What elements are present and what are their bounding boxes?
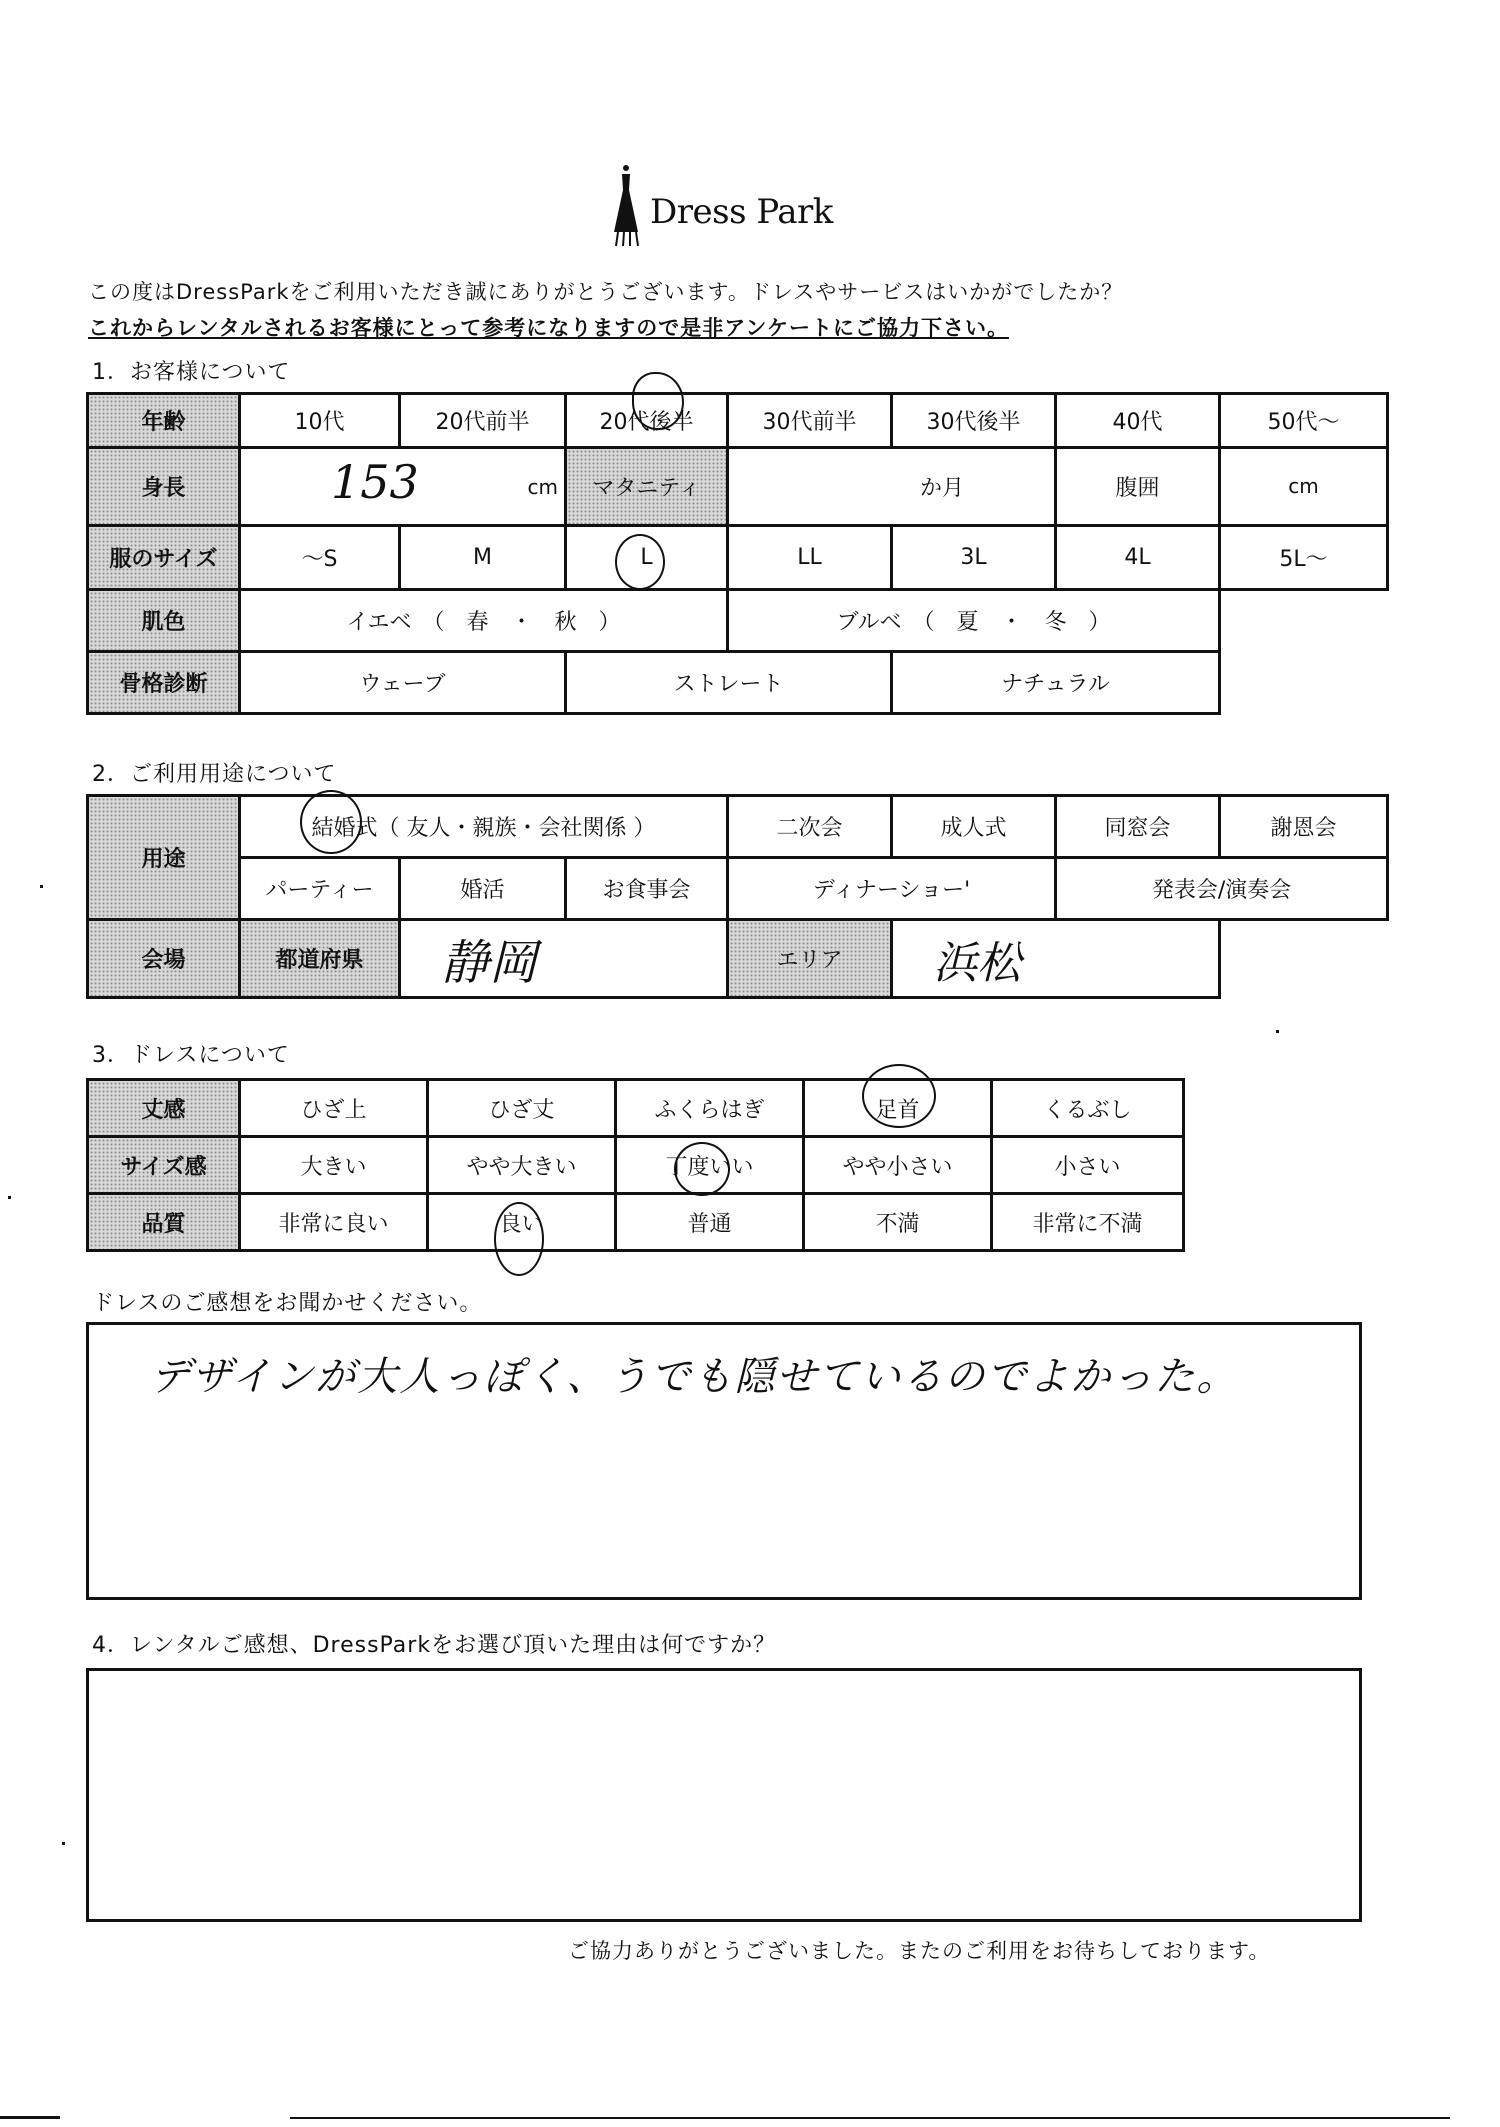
month-unit: か月: [919, 476, 964, 501]
frame-option[interactable]: ウェーブ: [240, 652, 566, 714]
size-option[interactable]: ～S: [240, 526, 400, 590]
purpose-option[interactable]: 同窓会: [1056, 796, 1220, 858]
intro-bold-text: これからレンタルされるお客様にとって参考になりますので是非アンケートにご協力下さい。: [88, 316, 1009, 340]
customer-table: [86, 392, 1389, 715]
section4-title: 4．レンタルご感想、DressParkをお選び頂いた理由は何ですか？: [92, 1633, 777, 1658]
quality-option[interactable]: 不満: [804, 1194, 992, 1251]
age-option[interactable]: 30代前半: [728, 394, 892, 448]
brand-name: Dress Park: [650, 192, 833, 232]
purpose-label: 用途: [88, 796, 240, 920]
scan-dust: [1276, 1030, 1279, 1033]
fit-label: サイズ感: [88, 1137, 240, 1194]
quality-selection-circle: [494, 1202, 544, 1276]
size-option[interactable]: LL: [728, 526, 892, 590]
waist-field[interactable]: [1220, 448, 1388, 526]
scan-dust: [8, 1196, 11, 1199]
frame-option[interactable]: ナチュラル: [892, 652, 1220, 714]
prefecture-label: 都道府県: [240, 920, 400, 998]
purpose-table: [86, 794, 1389, 999]
age-option[interactable]: 50代～: [1220, 394, 1388, 448]
size-option[interactable]: 4L: [1056, 526, 1220, 590]
skin-blue-option[interactable]: ブルベ （ 夏 ・ 冬 ）: [728, 590, 1220, 652]
purpose-option[interactable]: パーティー: [240, 858, 400, 920]
frame-label: 骨格診断: [88, 652, 240, 714]
area-label: エリア: [728, 920, 892, 998]
size-label: 服のサイズ: [88, 526, 240, 590]
prefecture-field[interactable]: [400, 920, 728, 998]
size-option[interactable]: 3L: [892, 526, 1056, 590]
fit-option[interactable]: 大きい: [240, 1137, 428, 1194]
dress-silhouette-icon: [610, 162, 650, 252]
size-option[interactable]: 5L～: [1220, 526, 1388, 590]
height-label: 身長: [88, 448, 240, 526]
dress-comment-prompt: ドレスのご感想をお聞かせください。: [92, 1291, 483, 1316]
fit-option[interactable]: やや大きい: [428, 1137, 616, 1194]
purpose-option[interactable]: 成人式: [892, 796, 1056, 858]
section3-title: 3．ドレスについて: [92, 1043, 290, 1068]
dress-comment-text: デザインが大人っぽく、うでも隠せているのでよかった。: [150, 1354, 1239, 1400]
fit-option[interactable]: 小さい: [992, 1137, 1184, 1194]
quality-option[interactable]: 非常に良い: [240, 1194, 428, 1251]
quality-option-selected[interactable]: 良い: [428, 1194, 616, 1251]
age-option-selected[interactable]: 20代後半: [566, 394, 728, 448]
length-option[interactable]: くるぶし: [992, 1080, 1184, 1137]
length-option[interactable]: ひざ丈: [428, 1080, 616, 1137]
maternity-label: マタニティ: [566, 448, 728, 526]
age-option[interactable]: 20代前半: [400, 394, 566, 448]
length-selection-circle: [862, 1064, 936, 1128]
dresspark-logo: [610, 162, 850, 257]
quality-label: 品質: [88, 1194, 240, 1251]
fit-option-selected[interactable]: 丁度いい: [616, 1137, 804, 1194]
venue-label: 会場: [88, 920, 240, 998]
age-option[interactable]: 40代: [1056, 394, 1220, 448]
length-option[interactable]: ふくらはぎ: [616, 1080, 804, 1137]
purpose-wedding-option[interactable]: 結婚式（ 友人・親族・会社関係 ）: [240, 796, 728, 858]
footer-thanks: ご協力ありがとうございました。またのご利用をお待ちしております。: [568, 1939, 1271, 1963]
height-unit: cm: [527, 475, 558, 499]
size-selection-circle: [615, 534, 665, 590]
age-selection-circle: [632, 372, 684, 430]
purpose-recital-option[interactable]: 発表会/演奏会: [1056, 858, 1388, 920]
age-label: 年齢: [88, 394, 240, 448]
maternity-months-field[interactable]: [728, 448, 1056, 526]
area-value: 浜松: [933, 937, 1022, 989]
length-option-selected[interactable]: 足首: [804, 1080, 992, 1137]
frame-option[interactable]: ストレート: [566, 652, 892, 714]
purpose-option[interactable]: 謝恩会: [1220, 796, 1388, 858]
height-value: 153: [331, 455, 419, 509]
intro-text: この度はDressParkをご利用いただき誠にありがとうございます。ドレスやサービスはいかがでしたか？: [88, 280, 1124, 304]
size-option-selected[interactable]: L: [566, 526, 728, 590]
purpose-option[interactable]: お食事会: [566, 858, 728, 920]
skin-label: 肌色: [88, 590, 240, 652]
section2-title: 2．ご利用用途について: [92, 762, 337, 787]
fit-selection-circle: [674, 1142, 730, 1196]
length-option[interactable]: ひざ上: [240, 1080, 428, 1137]
area-field[interactable]: [892, 920, 1220, 998]
fit-option[interactable]: やや小さい: [804, 1137, 992, 1194]
purpose-dinner-show-option[interactable]: ディナーショー': [728, 858, 1056, 920]
prefecture-value: 静岡: [441, 935, 538, 991]
quality-option[interactable]: 普通: [616, 1194, 804, 1251]
purpose-selection-circle: [300, 790, 362, 854]
scan-edge-line: [0, 2116, 60, 2119]
size-option[interactable]: M: [400, 526, 566, 590]
skin-yellow-option[interactable]: イエベ （ 春 ・ 秋 ）: [240, 590, 728, 652]
scan-edge-line: [290, 2117, 1450, 2119]
height-field[interactable]: [240, 448, 566, 526]
section1-title: 1．お客様について: [92, 360, 291, 385]
dress-table: [86, 1078, 1185, 1252]
age-option[interactable]: 30代後半: [892, 394, 1056, 448]
purpose-option[interactable]: 二次会: [728, 796, 892, 858]
scan-dust: [40, 885, 43, 888]
waist-label: 腹囲: [1056, 448, 1220, 526]
scan-dust: [62, 1842, 65, 1845]
rental-comment-box[interactable]: [86, 1668, 1362, 1922]
age-option[interactable]: 10代: [240, 394, 400, 448]
length-label: 丈感: [88, 1080, 240, 1137]
quality-option[interactable]: 非常に不満: [992, 1194, 1184, 1251]
purpose-option[interactable]: 婚活: [400, 858, 566, 920]
waist-unit: cm: [1288, 474, 1319, 498]
